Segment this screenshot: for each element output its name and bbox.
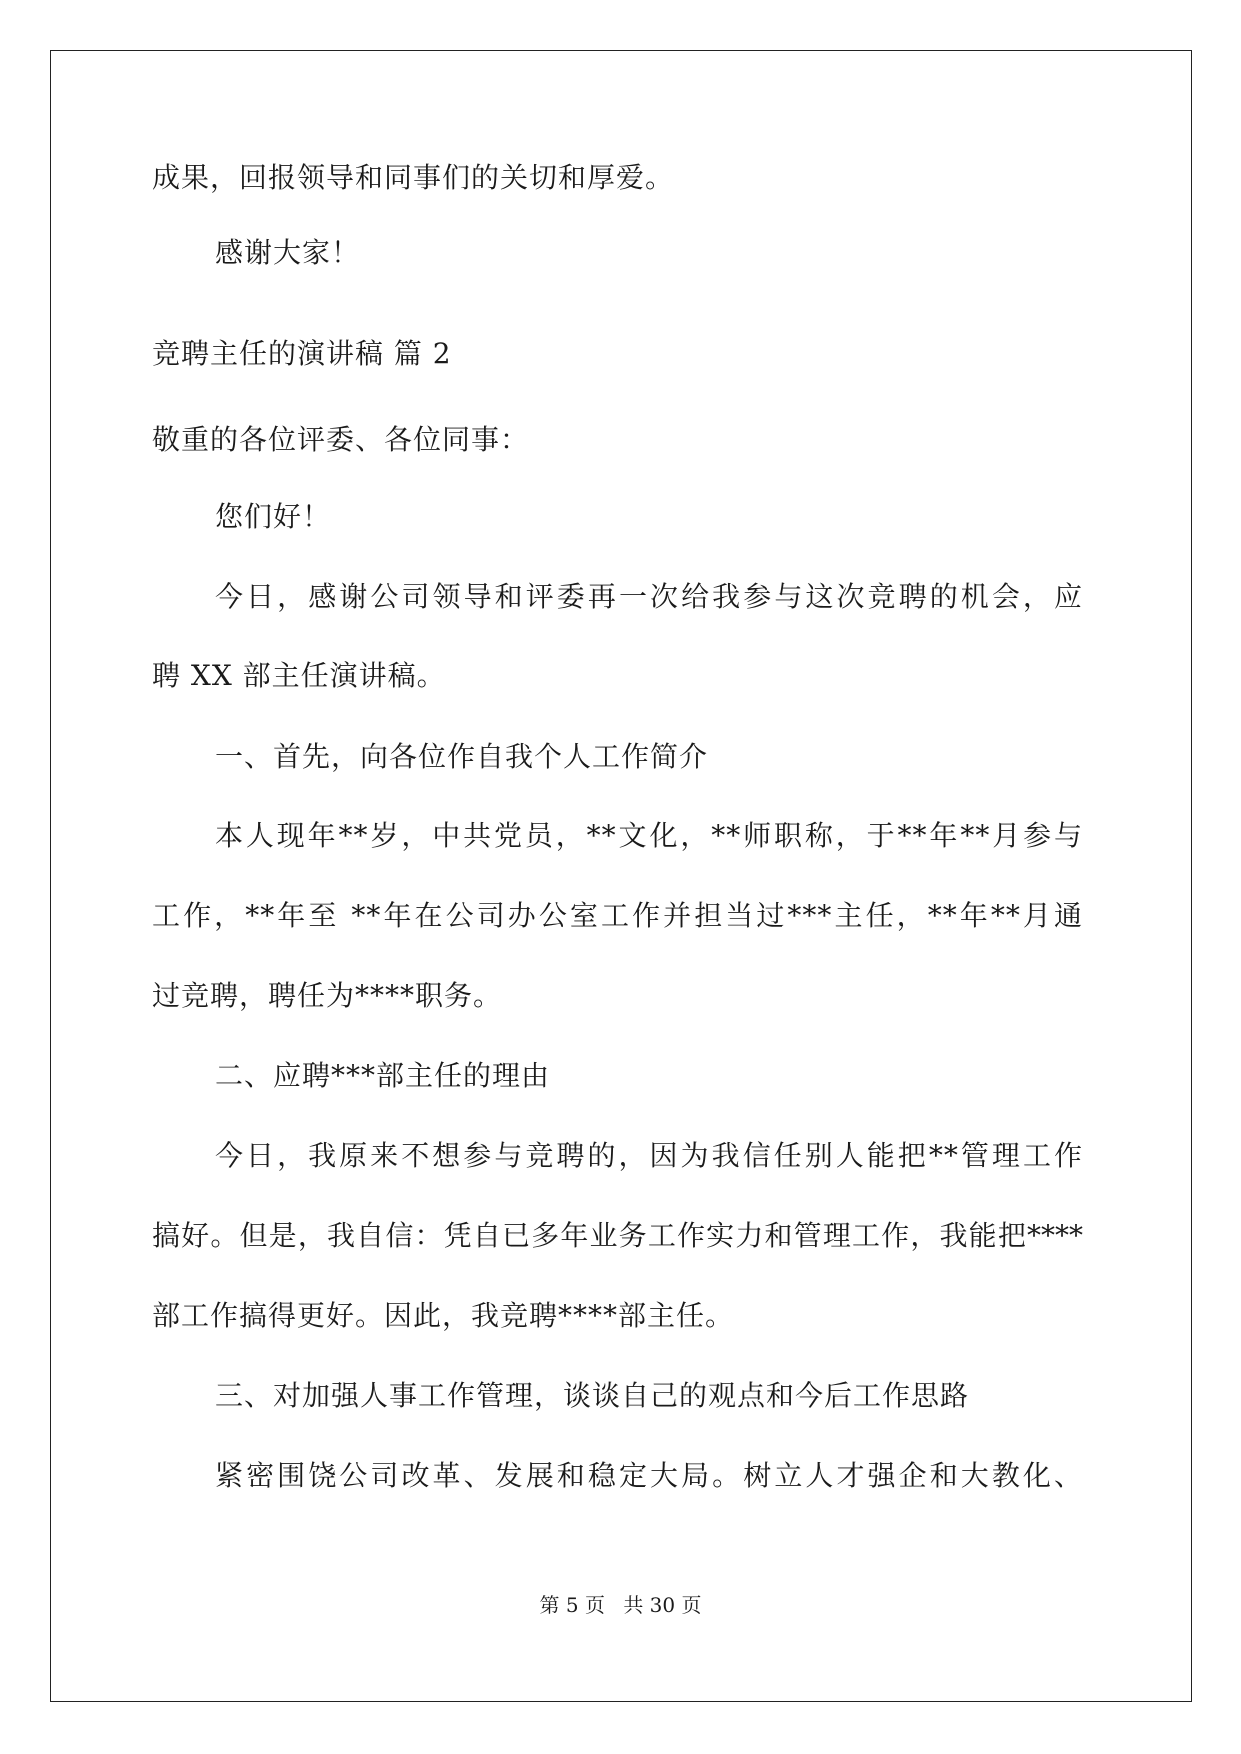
page-number: 第 5 页 [539,1593,605,1617]
total-pages: 共 30 页 [623,1593,702,1617]
text-line: 成果，回报领导和同事们的关切和厚爱。 [152,161,675,194]
salutation: 敬重的各位评委、各位同事： [152,423,530,456]
greeting: 您们好！ [215,500,332,533]
text-line: 工作，**年至 **年在公司办公室工作并担当过***主任，**年**月通 [152,899,1083,932]
text-line: 过竞聘，聘任为****职务。 [152,979,503,1012]
text-line: 搞好。但是，我自信：凭自已多年业务工作实力和管理工作，我能把**** [152,1219,1083,1252]
section-heading: 竞聘主任的演讲稿 篇 2 [152,337,452,370]
text-line: 本人现年**岁，中共党员，**文化，**师职称，于**年**月参与 [215,819,1083,852]
text-line: 今日，感谢公司领导和评委再一次给我参与这次竞聘的机会，应 [215,580,1083,613]
text-line: 紧密围饶公司改革、发展和稳定大局。树立人才强企和大教化、 [215,1459,1083,1492]
subheading: 三、对加强人事工作管理，谈谈自己的观点和今后工作思路 [215,1379,970,1412]
subheading: 二、应聘***部主任的理由 [215,1059,551,1092]
text-line: 部工作搞得更好。因此，我竞聘****部主任。 [152,1299,735,1332]
text-line: 感谢大家！ [215,236,361,269]
page-footer [0,1591,1241,1619]
page-border [50,50,1192,1702]
text-line: 聘 XX 部主任演讲稿。 [152,659,446,692]
subheading: 一、首先，向各位作自我个人工作简介 [215,740,709,773]
text-line: 今日，我原来不想参与竞聘的，因为我信任别人能把**管理工作 [215,1139,1083,1172]
